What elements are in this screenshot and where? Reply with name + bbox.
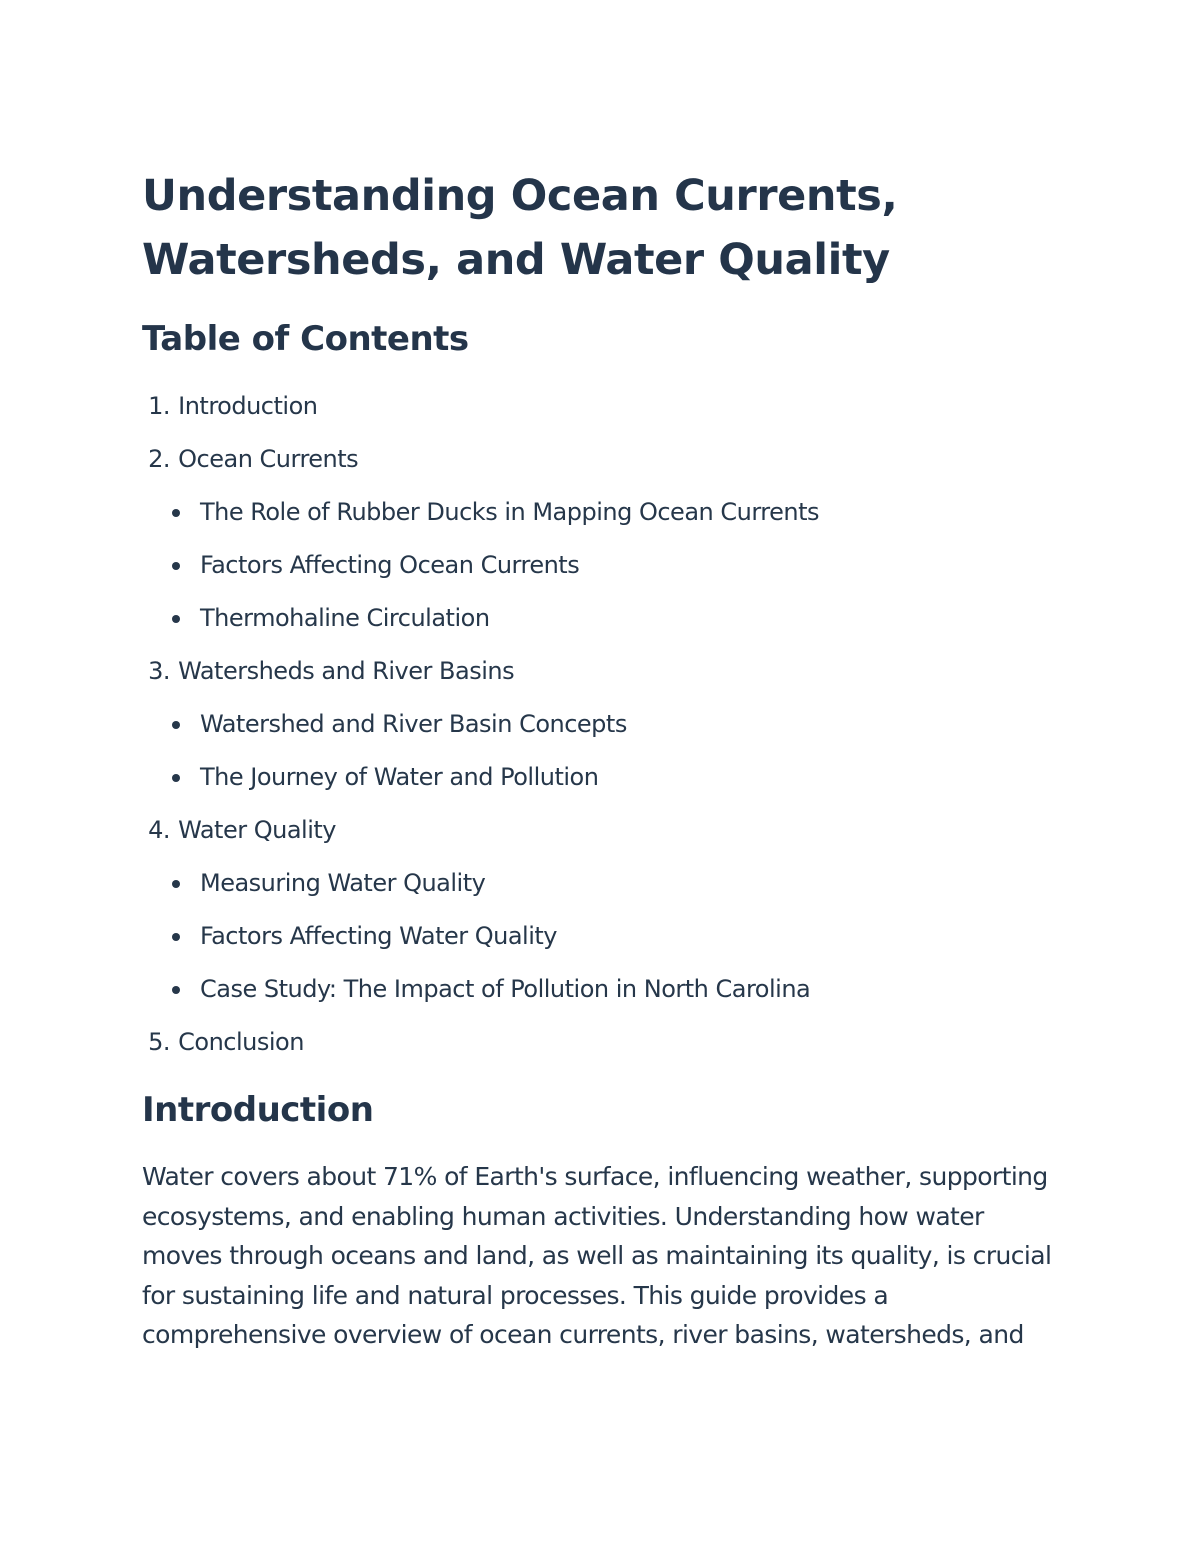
toc-item-label: Ocean Currents <box>178 445 359 473</box>
toc-subitem-label: The Journey of Water and Pollution <box>200 763 599 791</box>
bullet-icon <box>172 933 180 941</box>
toc-subitem-measuring-quality[interactable] <box>142 864 819 917</box>
paragraph-line: ecosystems, and enabling human activities. Understanding how water <box>142 1201 984 1231</box>
toc-item-number: 5. <box>148 1028 170 1056</box>
introduction-heading: Introduction <box>142 1090 374 1130</box>
paragraph-line: Water covers about 71% of Earth's surface, influencing weather, supporting <box>142 1162 1048 1191</box>
bullet-icon <box>172 774 180 782</box>
toc-subitem-rubber-ducks[interactable] <box>142 493 819 546</box>
bullet-icon <box>172 562 180 570</box>
toc-subitem-label: The Role of Rubber Ducks in Mapping Ocean Currents <box>200 498 820 526</box>
toc-item-introduction[interactable] <box>142 387 819 440</box>
bullet-icon <box>172 721 180 729</box>
table-of-contents <box>142 387 819 1076</box>
toc-item-conclusion[interactable] <box>142 1023 819 1076</box>
bullet-icon <box>172 880 180 888</box>
toc-subitem-journey-of-water[interactable] <box>142 758 819 811</box>
document-title-line-2: Watersheds, and Water Quality <box>142 235 890 285</box>
toc-subitem-case-study[interactable] <box>142 970 819 1023</box>
toc-item-number: 1. <box>148 392 170 420</box>
introduction-paragraph <box>142 1157 1072 1355</box>
toc-item-number: 2. <box>148 445 170 473</box>
toc-item-label: Conclusion <box>178 1028 304 1056</box>
toc-subitem-label: Factors Affecting Ocean Currents <box>200 551 580 579</box>
toc-item-ocean-currents[interactable] <box>142 440 819 493</box>
toc-item-label: Water Quality <box>178 816 336 844</box>
paragraph-line: for sustaining life and natural processes. This guide provides a <box>142 1280 889 1310</box>
toc-item-number: 3. <box>148 657 170 685</box>
bullet-icon <box>172 986 180 994</box>
toc-subitem-label: Measuring Water Quality <box>200 869 486 897</box>
document-title <box>142 164 1042 292</box>
toc-subitem-watershed-concepts[interactable] <box>142 705 819 758</box>
toc-subitem-label: Thermohaline Circulation <box>200 604 490 632</box>
toc-item-watersheds[interactable] <box>142 652 819 705</box>
document-title-line-1: Understanding Ocean Currents, <box>142 171 898 221</box>
toc-subitem-factors-quality[interactable] <box>142 917 819 970</box>
toc-subitem-label: Factors Affecting Water Quality <box>200 922 558 950</box>
toc-item-label: Introduction <box>178 392 318 420</box>
toc-subitem-factors-ocean[interactable] <box>142 546 819 599</box>
bullet-icon <box>172 615 180 623</box>
toc-subitem-label: Watershed and River Basin Concepts <box>200 710 627 738</box>
paragraph-line: moves through oceans and land, as well as maintaining its quality, is crucial <box>142 1241 1052 1271</box>
toc-subitem-label: Case Study: The Impact of Pollution in North Carolina <box>200 975 811 1003</box>
toc-heading: Table of Contents <box>142 319 469 359</box>
toc-subitem-thermohaline[interactable] <box>142 599 819 652</box>
toc-item-number: 4. <box>148 816 170 844</box>
toc-item-water-quality[interactable] <box>142 811 819 864</box>
toc-item-label: Watersheds and River Basins <box>178 657 515 685</box>
bullet-icon <box>172 509 180 517</box>
paragraph-line: comprehensive overview of ocean currents, river basins, watersheds, and <box>142 1320 1024 1350</box>
